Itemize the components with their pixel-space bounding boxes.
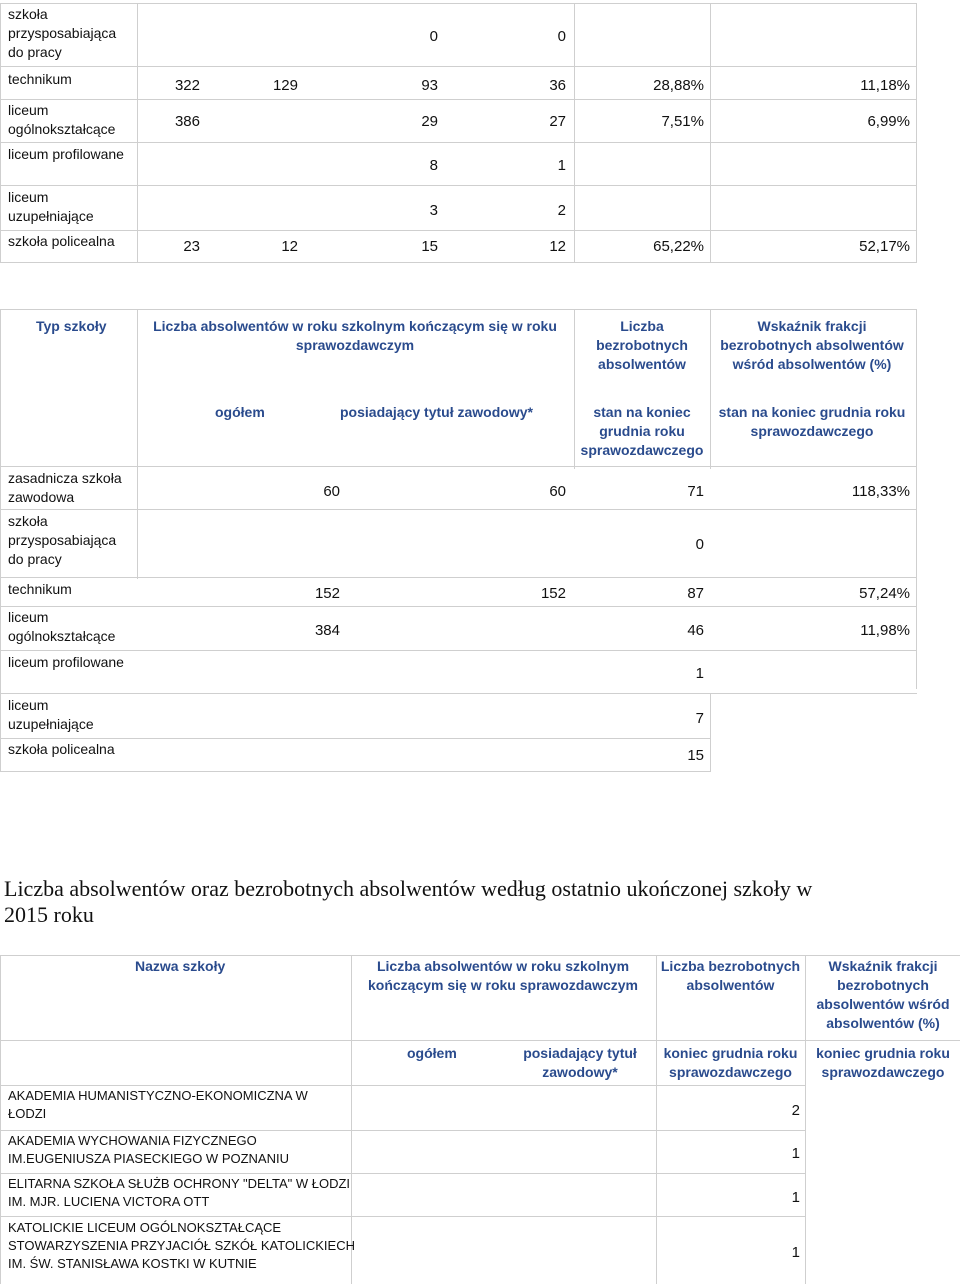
table-cell: 71 [687,483,704,500]
row-label: zasadnicza szkoła [8,470,122,486]
table-cell: 1 [791,1189,800,1206]
row-label: ogólnokształcące [8,628,116,644]
table-cell: 2 [557,202,566,219]
table-cell: 2 [791,1102,800,1119]
header-end-year: koniec grudnia roku sprawozdawczego [663,1045,798,1080]
table-cell: 1 [791,1145,800,1162]
row-label: liceum [8,697,49,713]
table-cell: 93 [421,77,438,94]
table-cell: 6,99% [867,113,910,130]
school-name: AKADEMIA WYCHOWANIA FIZYCZNEGO [8,1133,257,1148]
school-name: ŁODZI [8,1106,47,1121]
table-cell: 0 [557,28,566,45]
table-cell: 15 [421,238,438,255]
table-cell: 52,17% [859,238,910,255]
section-caption: Liczba absolwentów oraz bezrobotnych absolwentów według ostatnio ukończonej szkoły w 2015 roku [4,876,813,927]
header-indicator: Wskaźnik frakcji bezrobotnych absolwentów wśród absolwentów (%) [720,318,904,372]
row-label: liceum profilowane [8,654,124,670]
table-cell: 322 [174,77,200,94]
table-cell: 27 [549,113,566,130]
row-label: szkoła policealna [8,233,115,249]
table-cell: 1 [557,157,566,174]
table-cell: 60 [323,483,340,500]
header-unemployed: Liczba bezrobotnych absolwentów [660,958,801,993]
table-cell: 12 [281,238,298,255]
table-cell: 118,33% [851,483,910,500]
header-graduates: Liczba absolwentów w roku szkolnym kończącym się w roku sprawozdawczym [368,958,638,993]
header-name: Nazwa szkoły [135,958,226,974]
row-label: uzupełniające [8,716,94,732]
header-type: Typ szkoły [36,318,107,334]
row-label: zawodowa [8,489,75,505]
table-cell: 11,18% [860,77,910,94]
row-label: liceum [8,609,49,625]
table-cell: 8 [429,157,438,174]
header-end-year-indicator: koniec grudnia roku sprawozdawczego [816,1045,950,1080]
table-cell: 386 [174,113,200,130]
school-name: STOWARZYSZENIA PRZYJACIÓŁ SZKÓŁ KATOLICKIECH [8,1238,355,1253]
table-cell: 0 [695,536,704,553]
table-cell: 23 [183,238,200,255]
header-total: ogółem [407,1045,457,1061]
table-cell: 384 [314,622,340,639]
header-total: ogółem [215,404,265,420]
table-cell: 152 [540,585,566,602]
table-cell: 1 [791,1244,800,1261]
table-cell: 28,88% [653,77,704,94]
row-label: przysposabiająca [8,25,117,41]
header-end-year-indicator: stan na koniec grudnia roku sprawozdawczego [718,404,906,439]
row-label: szkoła [8,6,48,22]
row-label: do pracy [8,551,62,567]
table-cell: 87 [687,585,704,602]
school-name: IM.EUGENIUSZA PIASECKIEGO W POZNANIU [8,1151,289,1166]
table-cell: 129 [272,77,298,94]
row-label: technikum [8,581,72,597]
header-indicator: Wskaźnik frakcji bezrobotnych absolwentów wśród absolwentów (%) [816,958,950,1031]
table-cell: 46 [687,622,704,639]
table-cell: 36 [549,77,566,94]
table-cell: 15 [687,747,704,764]
row-label: uzupełniające [8,208,94,224]
row-label: technikum [8,71,72,87]
school-name: ELITARNA SZKOŁA SŁUŻB OCHRONY "DELTA" W ŁODZI [8,1176,351,1191]
table-cell: 12 [549,238,566,255]
table-cell: 0 [429,28,438,45]
table-cell: 29 [421,113,438,130]
table-cell: 152 [314,585,340,602]
header-with-title: posiadający tytuł zawodowy* [340,404,533,420]
school-name: IM. MJR. LUCIENA VICTORA OTT [8,1194,210,1209]
school-name: KATOLICKIE LICEUM OGÓLNOKSZTAŁCĄCE [8,1220,282,1235]
row-label: ogólnokształcące [8,121,116,137]
table-cell: 11,98% [860,622,910,639]
table-cell: 7 [695,710,704,727]
row-label: liceum [8,102,49,118]
school-name: AKADEMIA HUMANISTYCZNO-EKONOMICZNA W [8,1088,308,1103]
table-cell: 65,22% [653,238,704,255]
school-name: IM. ŚW. STANISŁAWA KOSTKI W KUTNIE [8,1256,257,1271]
header-end-year: stan na koniec grudnia roku sprawozdawczego [580,404,704,458]
table-cell: 3 [429,202,438,219]
header-graduates: Liczba absolwentów w roku szkolnym kończącym się w roku sprawozdawczym [153,318,557,353]
table-cell: 60 [549,483,566,500]
table-cell: 7,51% [661,113,704,130]
row-label: szkoła policealna [8,741,115,757]
row-label: liceum [8,189,49,205]
row-label: przysposabiająca [8,532,117,548]
table-cell: 57,24% [859,585,910,602]
row-label: szkoła [8,513,48,529]
row-label: do pracy [8,44,62,60]
header-unemployed: Liczba bezrobotnych absolwentów [596,318,688,372]
header-with-title: posiadający tytuł zawodowy* [523,1045,637,1080]
table-cell: 1 [695,665,704,682]
row-label: liceum profilowane [8,146,124,162]
